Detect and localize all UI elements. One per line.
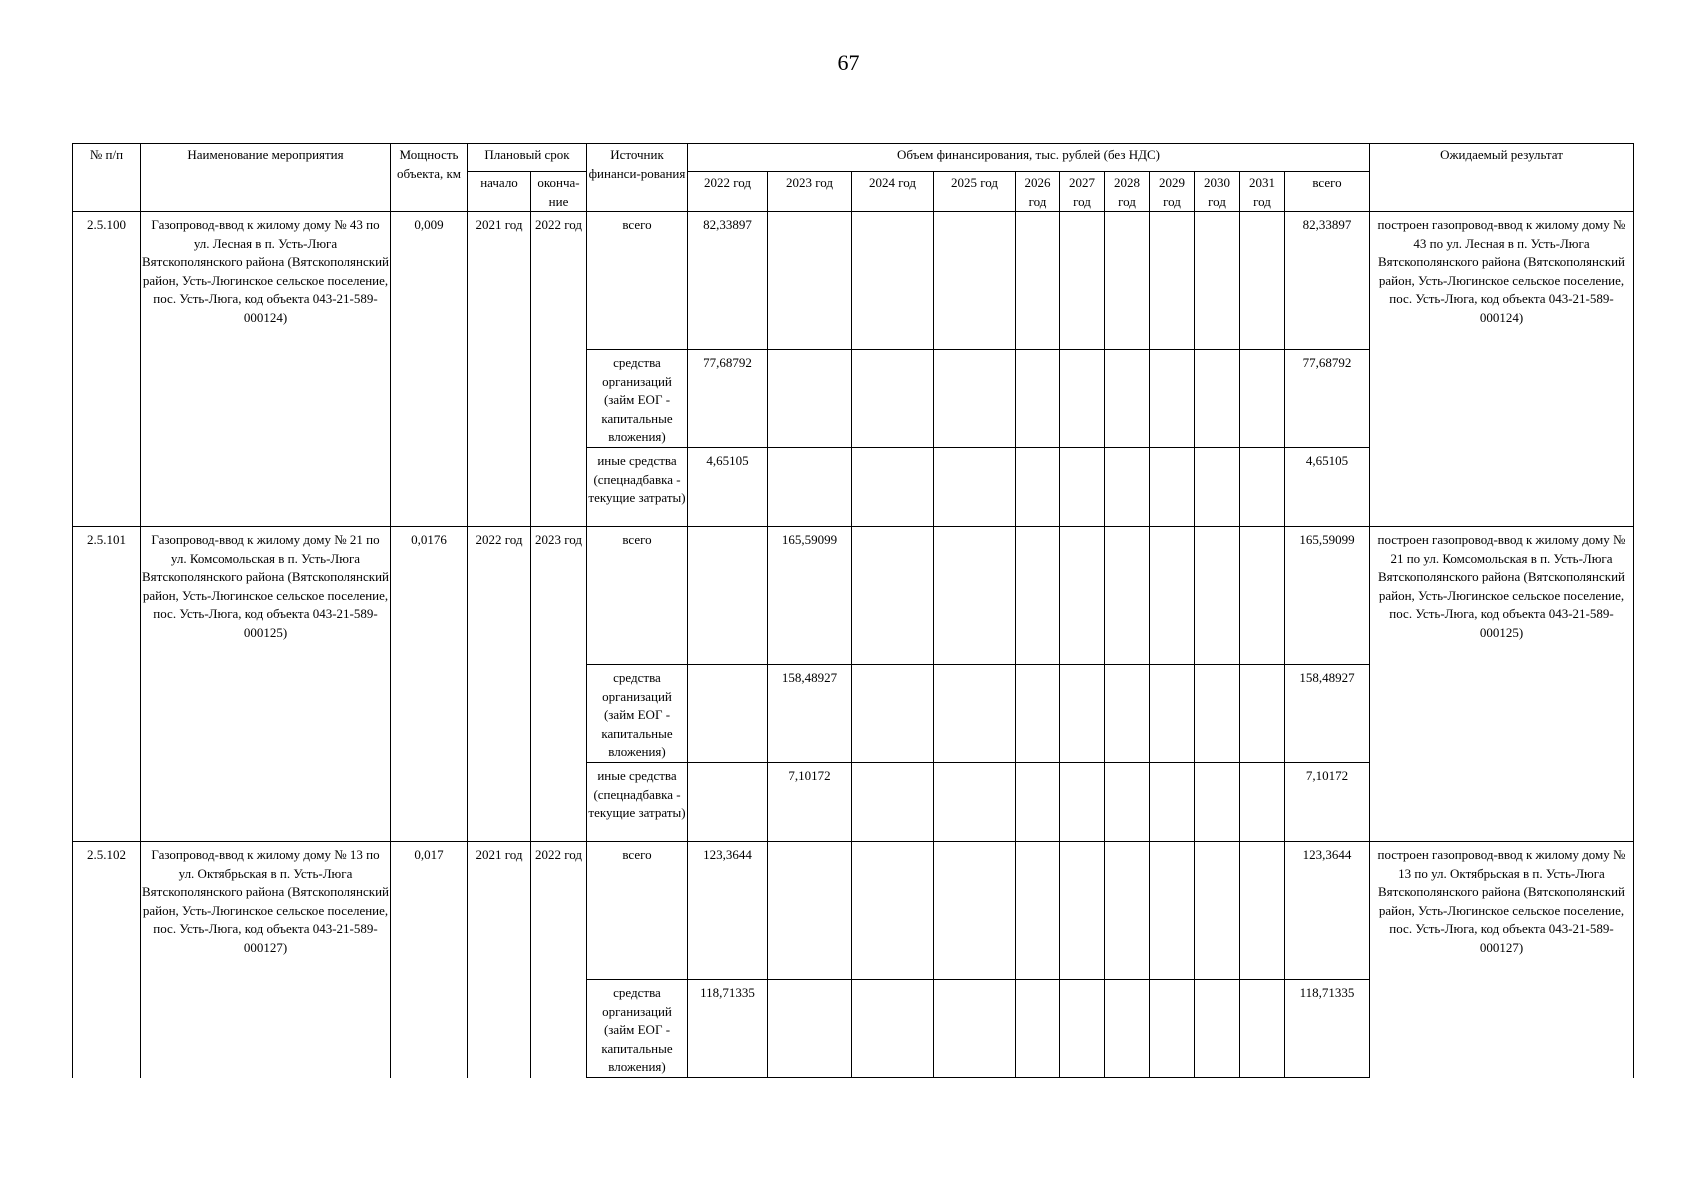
- header-capacity: Мощность объекта, км: [391, 144, 468, 212]
- header-total: всего: [1285, 172, 1370, 212]
- value-2022: [688, 527, 768, 665]
- header-volume: Объем финансирования, тыс. рублей (без НДС): [688, 144, 1370, 172]
- row-capacity: 0,0176: [391, 527, 468, 842]
- row-end: 2023 год: [531, 527, 587, 842]
- header-end: оконча-ние: [531, 172, 587, 212]
- row-num: 2.5.100: [73, 212, 141, 527]
- header-term: Плановый срок: [468, 144, 587, 172]
- row-result: построен газопровод-ввод к жилому дому № 21 по ул. Комсомольская в п. Усть-Люга Вятскополянского района (Вятскополянский район, Усть-Люгинское сельское поселение, пос. Усть-Люга, код объекта 043-21-589-000125): [1370, 527, 1634, 842]
- value-total: 118,71335: [1285, 980, 1370, 1078]
- row-start: 2022 год: [468, 527, 531, 842]
- source-label: иные средства (спецнадбавка - текущие затраты): [587, 763, 688, 842]
- header-source: Источник финанси-рования: [587, 144, 688, 212]
- header-year: 2022 год: [688, 172, 768, 212]
- header-year: 2026 год: [1016, 172, 1060, 212]
- row-end: 2022 год: [531, 842, 587, 1078]
- row-name: Газопровод-ввод к жилому дому № 21 по ул. Комсомольская в п. Усть-Люга Вятскополянского района (Вятскополянский район, Усть-Люгинское сельское поселение, пос. Усть-Люга, код объекта 043-21-589-000125): [141, 527, 391, 842]
- header-name: Наименование мероприятия: [141, 144, 391, 212]
- value-2022: 118,71335: [688, 980, 768, 1078]
- value-total: 165,59099: [1285, 527, 1370, 665]
- value-2023: [768, 980, 852, 1078]
- row-result: построен газопровод-ввод к жилому дому № 13 по ул. Октябрьская в п. Усть-Люга Вятскополянского района (Вятскополянский район, Усть-Люгинское сельское поселение, пос. Усть-Люга, код объекта 043-21-589-000127): [1370, 842, 1634, 1078]
- value-2023: [768, 350, 852, 448]
- value-total: 7,10172: [1285, 763, 1370, 842]
- header-year: 2024 год: [852, 172, 934, 212]
- header-num: № п/п: [73, 144, 141, 212]
- header-year: 2027 год: [1060, 172, 1105, 212]
- source-label: всего: [587, 842, 688, 980]
- value-2023: 7,10172: [768, 763, 852, 842]
- header-year: 2028 год: [1105, 172, 1150, 212]
- row-result: построен газопровод-ввод к жилому дому № 43 по ул. Лесная в п. Усть-Люга Вятскополянского района (Вятскополянский район, Усть-Люгинское сельское поселение, пос. Усть-Люга, код объекта 043-21-589-000124): [1370, 212, 1634, 527]
- header-start: начало: [468, 172, 531, 212]
- value-2023: 158,48927: [768, 665, 852, 763]
- row-name: Газопровод-ввод к жилому дому № 43 по ул. Лесная в п. Усть-Люга Вятскополянского района (Вятскополянский район, Усть-Люгинское сельское поселение, пос. Усть-Люга, код объекта 043-21-589-000124): [141, 212, 391, 527]
- value-total: 77,68792: [1285, 350, 1370, 448]
- source-label: средства организаций (займ ЕОГ - капитальные вложения): [587, 665, 688, 763]
- value-2022: 123,3644: [688, 842, 768, 980]
- row-name: Газопровод-ввод к жилому дому № 13 по ул. Октябрьская в п. Усть-Люга Вятскополянского района (Вятскополянский район, Усть-Люгинское сельское поселение, пос. Усть-Люга, код объекта 043-21-589-000127): [141, 842, 391, 1078]
- value-2023: 165,59099: [768, 527, 852, 665]
- header-year: 2031 год: [1240, 172, 1285, 212]
- header-year: 2030 год: [1195, 172, 1240, 212]
- value-2023: [768, 448, 852, 527]
- source-label: всего: [587, 527, 688, 665]
- source-label: средства организаций (займ ЕОГ - капитальные вложения): [587, 350, 688, 448]
- header-year: 2029 год: [1150, 172, 1195, 212]
- value-total: 158,48927: [1285, 665, 1370, 763]
- row-capacity: 0,009: [391, 212, 468, 527]
- value-2023: [768, 212, 852, 350]
- row-num: 2.5.101: [73, 527, 141, 842]
- value-2022: 4,65105: [688, 448, 768, 527]
- source-label: иные средства (спецнадбавка - текущие затраты): [587, 448, 688, 527]
- value-2022: 77,68792: [688, 350, 768, 448]
- source-label: средства организаций (займ ЕОГ - капитальные вложения): [587, 980, 688, 1078]
- value-total: 82,33897: [1285, 212, 1370, 350]
- source-label: всего: [587, 212, 688, 350]
- header-year: 2023 год: [768, 172, 852, 212]
- row-start: 2021 год: [468, 842, 531, 1078]
- page-number: 67: [837, 50, 860, 75]
- value-2022: [688, 665, 768, 763]
- row-start: 2021 год: [468, 212, 531, 527]
- header-year: 2025 год: [934, 172, 1016, 212]
- value-2022: [688, 763, 768, 842]
- financing-table: [72, 143, 1634, 1078]
- value-total: 4,65105: [1285, 448, 1370, 527]
- value-2023: [768, 842, 852, 980]
- header-result: Ожидаемый результат: [1370, 144, 1634, 212]
- row-capacity: 0,017: [391, 842, 468, 1078]
- row-num: 2.5.102: [73, 842, 141, 1078]
- row-end: 2022 год: [531, 212, 587, 527]
- value-total: 123,3644: [1285, 842, 1370, 980]
- value-2022: 82,33897: [688, 212, 768, 350]
